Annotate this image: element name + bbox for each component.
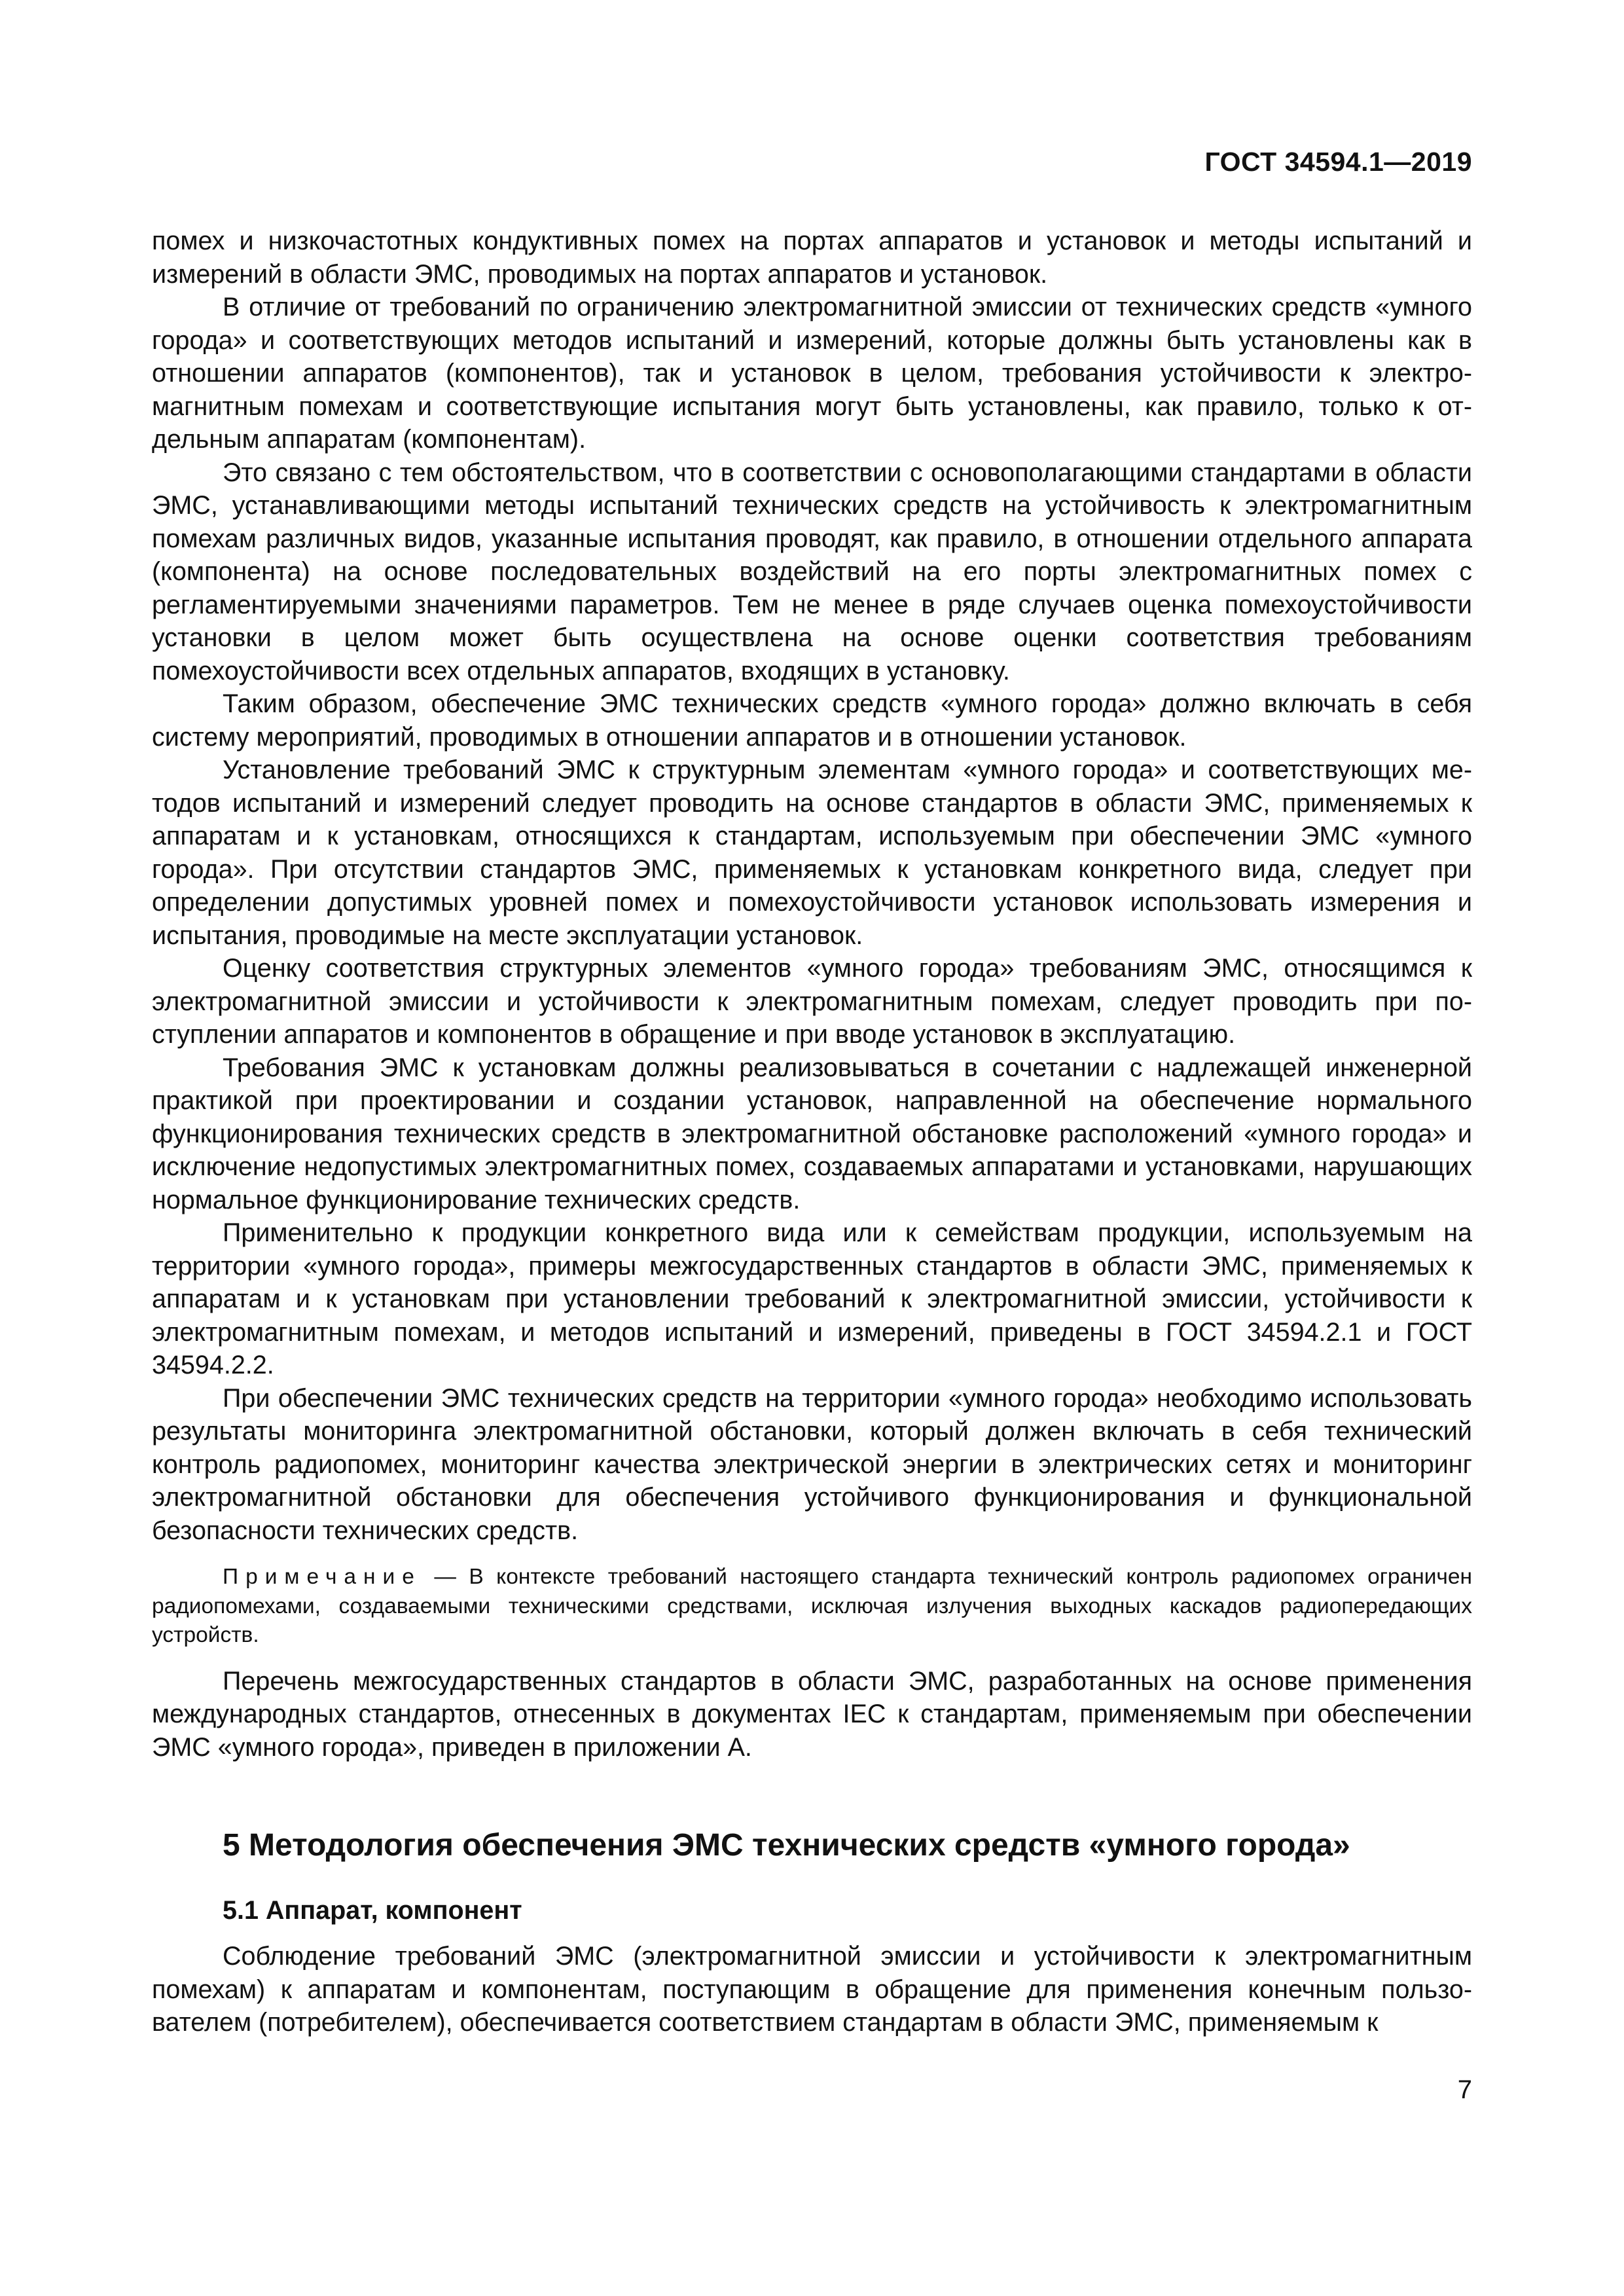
closing-paragraph: Перечень межгосударственных стандартов в области ЭМС, разработанных на основе применения международных стандартов, отнесенных в документах IEC к стандартам, применяемым при обеспечении ЭМС «умного города», приведен в приложении А. [152,1666,1472,1762]
document-body [152,225,1472,2039]
paragraph: Требования ЭМС к установкам должны реализовываться в сочетании с надлежащей инженерной практикой при проектировании и создании установок, направленной на обеспечение нормального функционирования технических средств в электромагнитной обстановке расположений «умного города» и исключение недопустимых электромагнитных помех, создаваемых аппаратами и установками, нарушающих нормальное функционирование технических средств. [152,1053,1472,1214]
paragraph: Это связано с тем обстоятельством, что в соответствии с основополагающими стандартами в области ЭМС, устанавливающими методы испытаний технических средств на устойчивость к электромагнитным помехам различных видов, указанные испытания проводят, как правило, в отношении отдельного аппарата (компонента) на основе последовательных воздействий на его порты электромагнитных помех с регламентируемыми значениями параметров. Тем не менее в ряде случаев оценка помехоустойчивости установки в целом может быть осуществлена на основе оценки соответствия требованиям помехоустойчивости всех отдельных аппаратов, входящих в установку. [152,458,1472,685]
note-text: — В контексте требований настоящего стандарта технический контроль радиопомех ограничен радиопомехами, создаваемыми техническими средствами, исключая излучения выходных каскадов радиопередающих устройств. [152,1565,1472,1647]
section-paragraph: Соблюдение требований ЭМС (электромагнитной эмиссии и устойчивости к электромагнитным помехам) к аппаратам и компонентам, поступающим в обращение для применения конечным пользователем (потребителем), обеспечивается соответствием стандартам в области ЭМС, применяемым к [152,1942,1472,2037]
note [152,1563,1472,1650]
note-label: Примечание [223,1565,422,1589]
paragraph: Применительно к продукции конкретного вида или к семействам продукции, используемым на территории «умного города», примеры межгосударственных стандартов в области ЭМС, применяемых к аппаратам и к установкам при установлении требований к электромагнитной эмиссии, устойчивости к электромагнитным помехам, и методов испытаний и измерений, приведены в ГОСТ 34594.2.1 и ГОСТ 34594.2.2. [152,1218,1472,1379]
paragraph: Оценку соответствия структурных элементов «умного города» требованиям ЭМС, относящимся к электромагнитной эмиссии и устойчивости к электромагнитным помехам, следует проводить при поступлении аппаратов и компонентов в обращение и при вводе установок в эксплуатацию. [152,954,1472,1049]
paragraph: Установление требований ЭМС к структурным элементам «умного города» и соответствующих методов испытаний и измерений следует проводить на основе стандартов в области ЭМС, применяемых к аппаратам и к установкам, относящихся к стандартам, используемым при обеспечении ЭМС «умного города». При отсутствии стандартов ЭМС, применяемых к установкам конкретного вида, следует при определении допустимых уровней помех и помехоустойчивости установок использовать измерения и испытания, проводимые на месте эксплуатации установок. [152,756,1472,950]
paragraph-continuation: помех и низкочастотных кондуктивных помех на портах аппаратов и установок и методы испытаний и измерений в области ЭМС, проводимых на портах аппаратов и установок. [152,227,1472,289]
subsection-heading: 5.1 Аппарат, компонент [223,1896,522,1925]
section-heading: 5 Методология обеспечения ЭМС технических средств «умного города» [223,1828,1350,1863]
document-code: ГОСТ 34594.1—2019 [1204,147,1472,177]
paragraph: В отличие от требований по ограничению электромагнитной эмиссии от технических средств «умного города» и соответствующих методов испытаний и измерений, которые должны быть установлены как в отношении аппаратов (компонентов), так и установок в целом, требования устойчивости к электромагнитным помехам и соответствующие испытания могут быть установлены, как правило, только к отдельным аппаратам (компонентам). [152,293,1472,454]
page-number: 7 [1457,2075,1472,2104]
paragraph: Таким образом, обеспечение ЭМС технических средств «умного города» должно включать в себя систему мероприятий, проводимых в отношении аппаратов и в отношении установок. [152,689,1472,752]
paragraph: При обеспечении ЭМС технических средств на территории «умного города» необходимо использовать результаты мониторинга электромагнитной обстановки, который должен включать в себя технический контроль радиопомех, мониторинг качества электрической энергии в электрических сетях и мониторинг электромагнитной обстановки для обеспечения устойчивого функционирования и функциональной безопасности технических средств. [152,1383,1472,1545]
